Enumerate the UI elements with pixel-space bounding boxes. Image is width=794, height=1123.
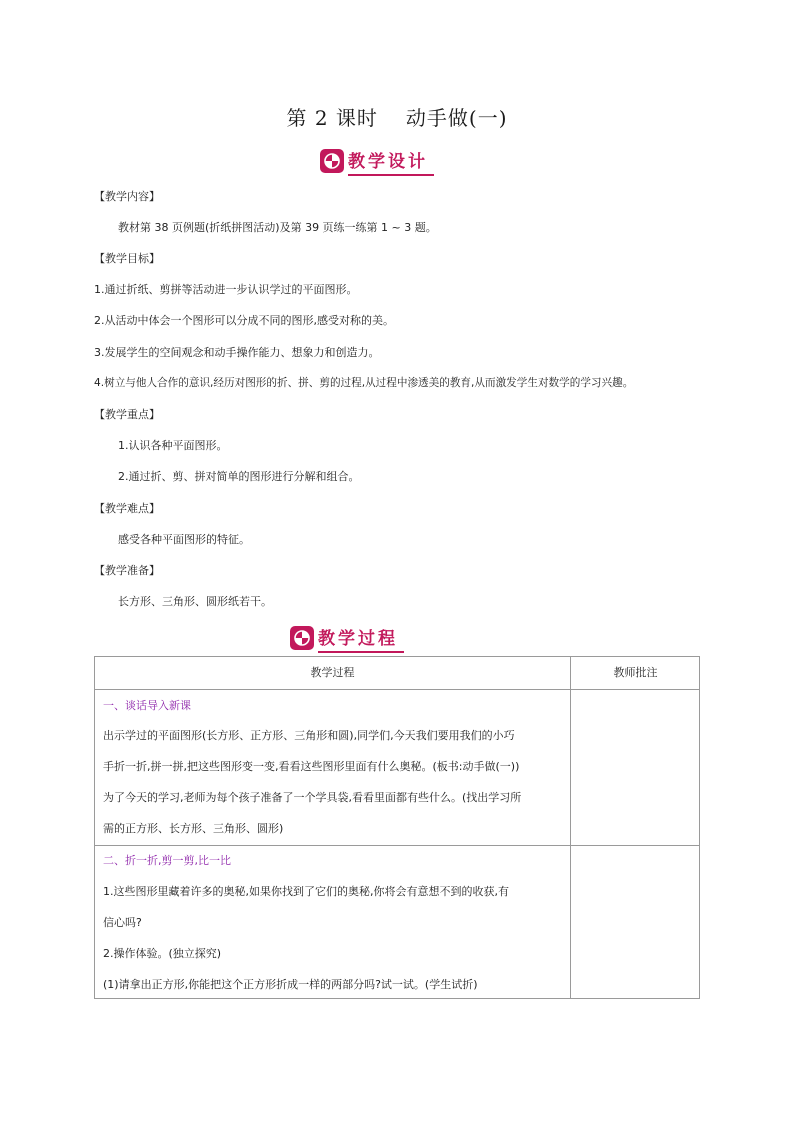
goal-3: 3.发展学生的空间观念和动手操作能力、想象力和创造力。 <box>94 346 380 359</box>
goal-4: 4.树立与他人合作的意识,经历对图形的折、拼、剪的过程,从过程中渗透美的教育,从而激发学生对数学的学习兴趣。 <box>94 377 634 389</box>
preparation-text: 长方形、三角形、圆形纸若干。 <box>118 595 272 608</box>
page-title <box>0 102 794 131</box>
part2-line: 1.这些图形里藏着许多的奥秘,如果你找到了它们的奥秘,你将会有意想不到的收获,有 <box>103 885 509 898</box>
part2-line: 信心吗? <box>103 916 142 929</box>
content-heading: 【教学内容】 <box>94 190 160 203</box>
goal-1: 1.通过折纸、剪拼等活动进一步认识学过的平面图形。 <box>94 283 358 296</box>
content-text: 教材第 38 页例题(折纸拼图活动)及第 39 页练一练第 1 ~ 3 题。 <box>118 221 437 234</box>
lesson-topic: 动手做(一) <box>405 106 508 130</box>
part2-line: (1)请拿出正方形,你能把这个正方形折成一样的两部分吗?试一试。(学生试折) <box>103 978 478 991</box>
goals-heading: 【教学目标】 <box>94 252 160 265</box>
part2-heading: 二、折一折,剪一剪,比一比 <box>103 854 231 867</box>
key-points-heading: 【教学重点】 <box>94 408 160 421</box>
part1-heading: 一、谈话导入新课 <box>103 699 191 712</box>
teaching-design-banner: 教学设计 <box>320 148 434 174</box>
swirl-icon <box>290 626 314 650</box>
difficulty-heading: 【教学难点】 <box>94 502 160 515</box>
goal-2: 2.从活动中体会一个图形可以分成不同的图形,感受对称的美。 <box>94 314 394 327</box>
teaching-process-banner: 教学过程 <box>290 625 404 651</box>
preparation-heading: 【教学准备】 <box>94 564 160 577</box>
part2-line: 2.操作体验。(独立探究) <box>103 947 222 960</box>
difficulty-text: 感受各种平面图形的特征。 <box>118 533 250 546</box>
process-table <box>94 656 700 999</box>
part1-line: 出示学过的平面图形(长方形、正方形、三角形和圆),同学们,今天我们要用我们的小巧 <box>103 729 515 742</box>
column-header-notes: 教师批注 <box>613 666 658 679</box>
part1-line: 手折一折,拼一拼,把这些图形变一变,看看这些图形里面有什么奥秘。(板书:动手做(一)) <box>103 760 520 773</box>
part1-line: 需的正方形、长方形、三角形、圆形) <box>103 822 284 835</box>
swirl-icon <box>320 149 344 173</box>
part1-line: 为了今天的学习,老师为每个孩子准备了一个学具袋,看看里面都有些什么。(找出学习所 <box>103 791 522 804</box>
column-header-process: 教学过程 <box>310 666 355 679</box>
key-point-2: 2.通过折、剪、拼对简单的图形进行分解和组合。 <box>118 470 360 483</box>
key-point-1: 1.认识各种平面图形。 <box>118 439 228 452</box>
lesson-number: 第 2 课时 <box>286 106 378 130</box>
